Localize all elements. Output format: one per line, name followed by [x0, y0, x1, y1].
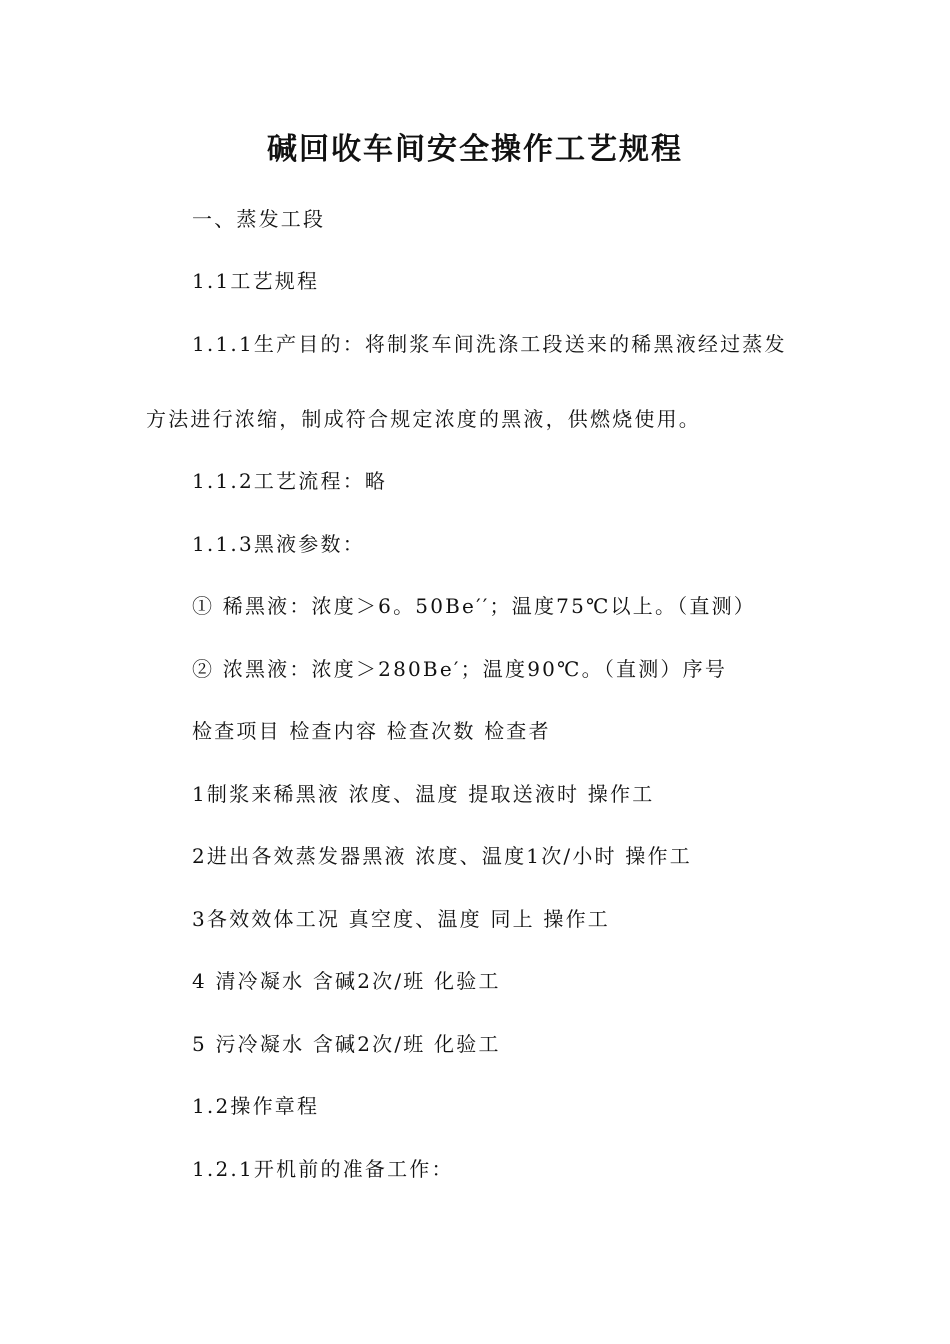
document-title: 碱回收车间安全操作工艺规程	[267, 132, 683, 167]
subsection-heading-operation-rules: 1.2操作章程	[192, 1094, 320, 1118]
list-item-weak-black-liquor: ① 稀黑液：浓度＞6。50Be′′；温度75℃以上。（直测）	[192, 594, 756, 618]
table-row: 3各效效体工况 真空度、温度 同上 操作工	[192, 907, 610, 931]
paragraph-pre-startup-preparation: 1.2.1开机前的准备工作：	[192, 1157, 454, 1181]
paragraph-production-purpose: 1.1.1生产目的：将制浆车间洗涤工段送来的稀黑液经过蒸发	[192, 332, 787, 356]
table-row: 2进出各效蒸发器黑液 浓度、温度1次/小时 操作工	[192, 844, 692, 868]
table-header-row: 检查项目 检查内容 检查次数 检查者	[192, 719, 551, 743]
paragraph-black-liquor-parameters: 1.1.3黑液参数：	[192, 532, 365, 556]
table-row: 5 污冷凝水 含碱2次/班 化验工	[192, 1032, 501, 1056]
section-heading-evaporation: 一、蒸发工段	[192, 207, 326, 231]
list-item-strong-black-liquor: ② 浓黑液：浓度＞280Be′；温度90℃。（直测）序号	[192, 657, 728, 681]
table-row: 1制浆来稀黑液 浓度、温度 提取送液时 操作工	[192, 782, 655, 806]
table-row: 4 清冷凝水 含碱2次/班 化验工	[192, 969, 501, 993]
paragraph-process-flow: 1.1.2工艺流程：略	[192, 469, 388, 493]
subsection-heading-process-rules: 1.1工艺规程	[192, 269, 320, 293]
paragraph-production-purpose-continued: 方法进行浓缩，制成符合规定浓度的黑液，供燃烧使用。	[146, 407, 701, 431]
